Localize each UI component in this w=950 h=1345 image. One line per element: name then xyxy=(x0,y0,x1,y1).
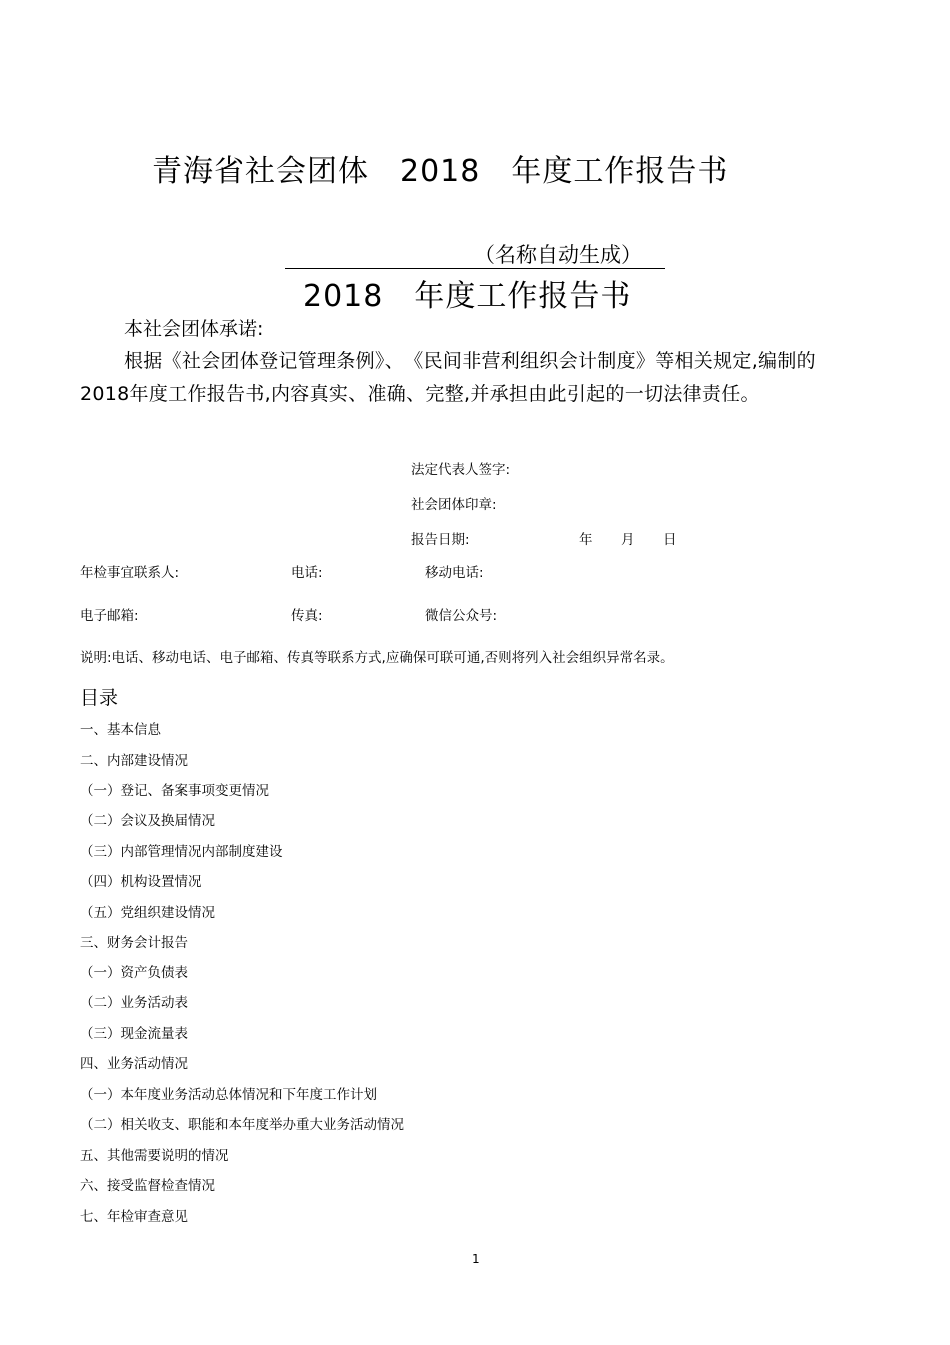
toc-item: （一）登记、备案事项变更情况 xyxy=(80,783,269,799)
toc-item: （三）现金流量表 xyxy=(80,1026,188,1042)
legal-rep-signature-label: 法定代表人签字: xyxy=(411,462,511,478)
toc-title: 目录 xyxy=(80,687,119,709)
name-underline xyxy=(285,268,665,269)
toc-item: 五、其他需要说明的情况 xyxy=(80,1148,229,1164)
contact-person-label: 年检事宜联系人: xyxy=(80,565,180,581)
main-title: 青海省社会团体 2018 年度工作报告书 xyxy=(152,154,729,189)
page-number: 1 xyxy=(472,1252,480,1266)
name-placeholder: （名称自动生成） xyxy=(474,243,642,267)
toc-item: （二）相关收支、职能和本年度举办重大业务活动情况 xyxy=(80,1117,404,1133)
seal-label: 社会团体印章: xyxy=(411,497,497,513)
toc-item: （二）业务活动表 xyxy=(80,995,188,1011)
toc-item: 四、业务活动情况 xyxy=(80,1056,188,1072)
report-date-label: 报告日期: xyxy=(411,532,470,548)
toc-item: （一）本年度业务活动总体情况和下年度工作计划 xyxy=(80,1087,377,1103)
toc-item: 六、接受监督检查情况 xyxy=(80,1178,215,1194)
wechat-label: 微信公众号: xyxy=(425,608,498,624)
toc-item: （四）机构设置情况 xyxy=(80,874,202,890)
date-month-label: 月 xyxy=(621,532,635,548)
toc-item: 七、年检审查意见 xyxy=(80,1209,188,1225)
email-label: 电子邮箱: xyxy=(80,608,139,624)
toc-item: （二）会议及换届情况 xyxy=(80,813,215,829)
fax-label: 传真: xyxy=(291,608,323,624)
contact-note: 说明:电话、移动电话、电子邮箱、传真等联系方式,应确保可联可通,否则将列入社会组织异常名录。 xyxy=(80,650,674,666)
phone-label: 电话: xyxy=(291,565,323,581)
toc-item: 一、基本信息 xyxy=(80,722,161,738)
toc-item: （一）资产负债表 xyxy=(80,965,188,981)
toc-item: 二、内部建设情况 xyxy=(80,753,188,769)
pledge-heading: 本社会团体承诺: xyxy=(124,318,264,340)
pledge-text: 根据《社会团体登记管理条例》、 《民间非营利组织会计制度》等相关规定,编制的 2018年度工作报告书,内容真实、准确、完整,并承担由此引起的一切法律责任。 xyxy=(80,350,816,405)
toc-item: （五）党组织建设情况 xyxy=(80,905,215,921)
date-day-label: 日 xyxy=(663,532,677,548)
sub-title: 2018 年度工作报告书 xyxy=(303,279,632,314)
date-year-label: 年 xyxy=(579,532,593,548)
toc-item: （三）内部管理情况内部制度建设 xyxy=(80,844,283,860)
toc-item: 三、财务会计报告 xyxy=(80,935,188,951)
mobile-label: 移动电话: xyxy=(425,565,484,581)
